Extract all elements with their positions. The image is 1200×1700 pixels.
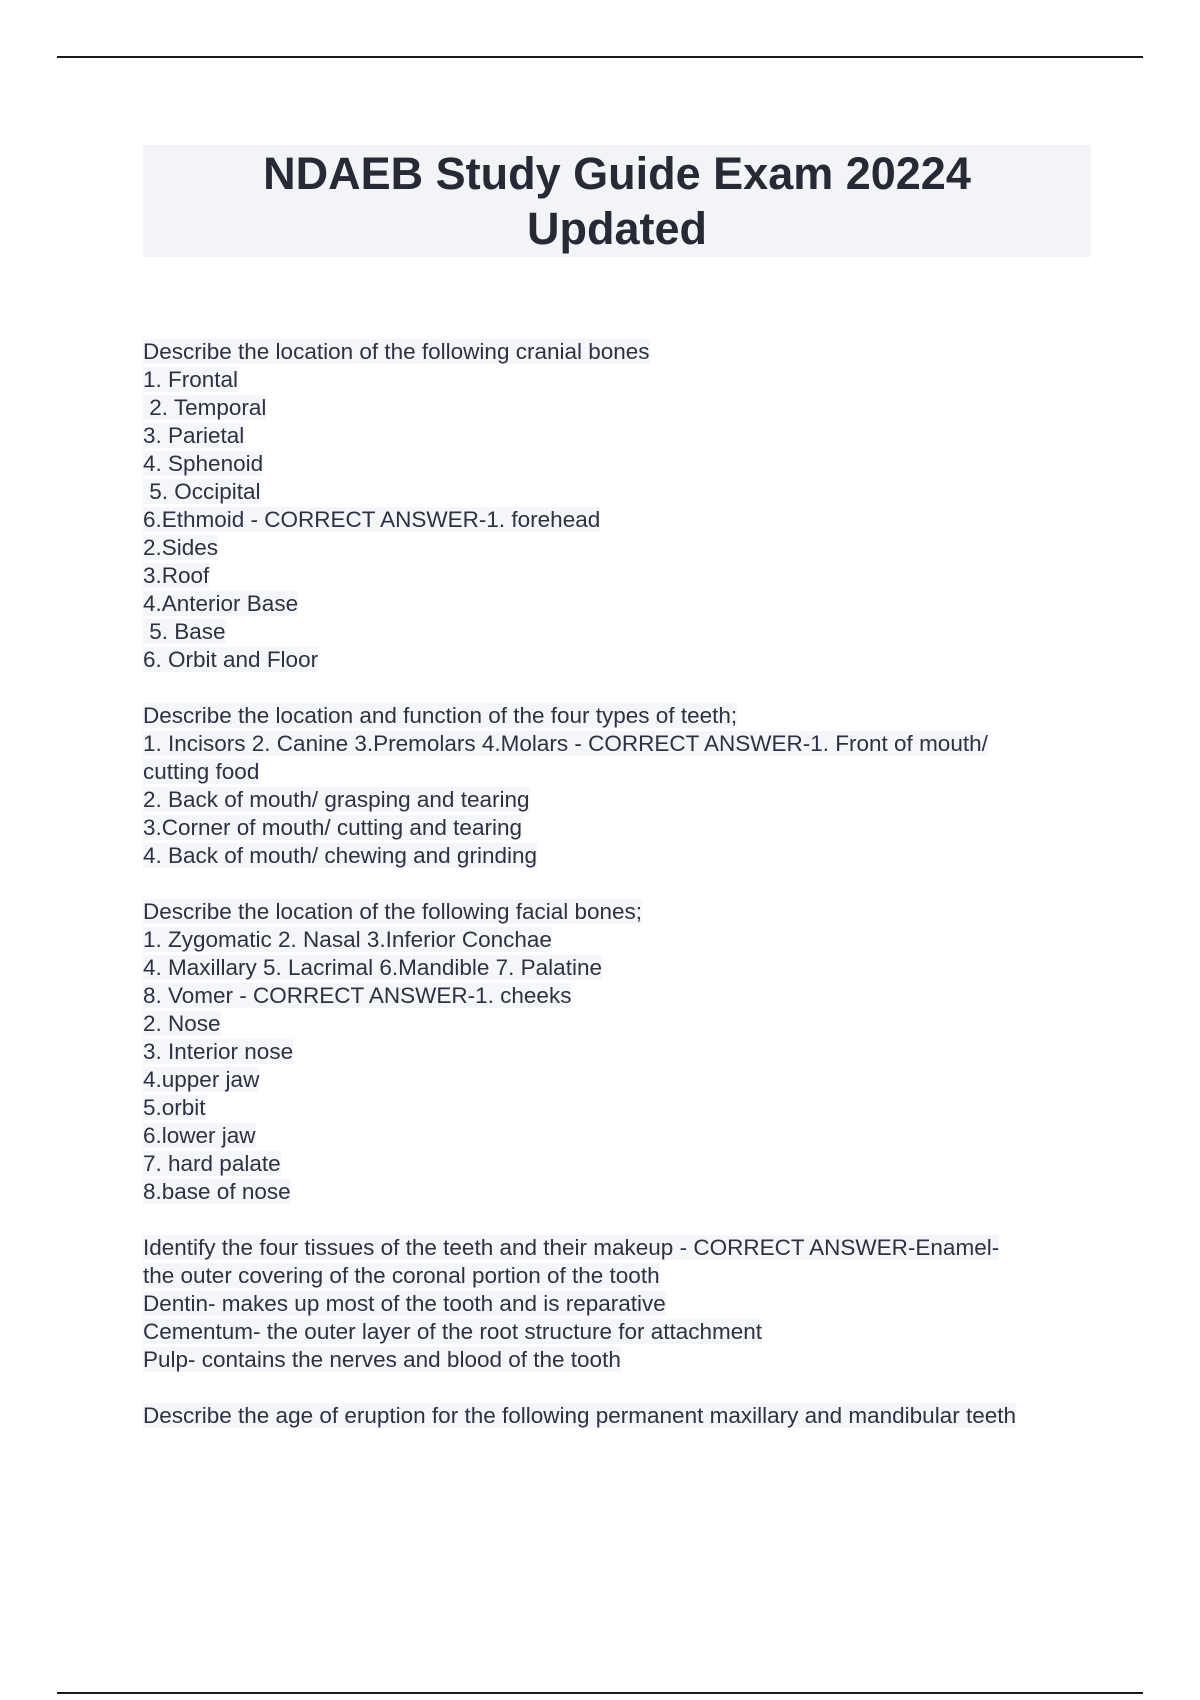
text-line: Describe the location of the following cranial bones <box>143 339 650 364</box>
text-line: 5.orbit <box>143 1095 206 1120</box>
document-title <box>143 145 1091 257</box>
text-line: 1. Frontal <box>143 367 239 392</box>
text-line: 5. Base <box>143 619 226 644</box>
text-line: 2. Nose <box>143 1011 221 1036</box>
text-line: the outer covering of the coronal portion of the tooth <box>143 1263 660 1288</box>
text-line: 2. Back of mouth/ grasping and tearing <box>143 787 530 812</box>
title-line-2: Updated <box>527 203 707 254</box>
text-line: Describe the location of the following facial bones; <box>143 899 643 924</box>
text-line: 5. Occipital <box>143 479 261 504</box>
text-line: Pulp- contains the nerves and blood of the tooth <box>143 1347 621 1372</box>
text-line: 7. hard palate <box>143 1151 281 1176</box>
text-line: Describe the age of eruption for the following permanent maxillary and mandibular teeth <box>143 1403 1016 1428</box>
text-line: 3. Interior nose <box>143 1039 294 1064</box>
text-line: 2.Sides <box>143 535 219 560</box>
text-line: 4.Anterior Base <box>143 591 299 616</box>
text-line: 1. Zygomatic 2. Nasal 3.Inferior Conchae <box>143 927 552 952</box>
text-line: Identify the four tissues of the teeth and their makeup - CORRECT ANSWER-Enamel- <box>143 1235 1000 1260</box>
text-line: Describe the location and function of the four types of teeth; <box>143 703 738 728</box>
text-line: 4. Maxillary 5. Lacrimal 6.Mandible 7. Palatine <box>143 955 602 980</box>
text-line: 4. Sphenoid <box>143 451 264 476</box>
text-line: Dentin- makes up most of the tooth and is reparative <box>143 1291 666 1316</box>
footer-rule <box>57 1692 1143 1694</box>
qa-cranial-bones <box>143 338 1103 674</box>
text-line: 4.upper jaw <box>143 1067 260 1092</box>
text-line: 1. Incisors 2. Canine 3.Premolars 4.Molars - CORRECT ANSWER-1. Front of mouth/ <box>143 731 988 756</box>
document-body <box>143 338 1103 1458</box>
text-line: 4. Back of mouth/ chewing and grinding <box>143 843 537 868</box>
qa-tooth-tissues <box>143 1234 1103 1374</box>
text-line: 6. Orbit and Floor <box>143 647 319 672</box>
text-line: Cementum- the outer layer of the root structure for attachment <box>143 1319 763 1344</box>
text-line: 8.base of nose <box>143 1179 291 1204</box>
text-line: 2. Temporal <box>143 395 267 420</box>
text-line: 8. Vomer - CORRECT ANSWER-1. cheeks <box>143 983 572 1008</box>
title-line-1: NDAEB Study Guide Exam 20224 <box>263 148 971 199</box>
qa-facial-bones <box>143 898 1103 1206</box>
text-line: 3. Parietal <box>143 423 245 448</box>
qa-teeth-types <box>143 702 1103 870</box>
qa-eruption-age <box>143 1402 1103 1430</box>
text-line: 3.Corner of mouth/ cutting and tearing <box>143 815 522 840</box>
text-line: 6.Ethmoid - CORRECT ANSWER-1. forehead <box>143 507 601 532</box>
text-line: cutting food <box>143 759 260 784</box>
text-line: 3.Roof <box>143 563 210 588</box>
text-line: 6.lower jaw <box>143 1123 256 1148</box>
header-rule <box>57 56 1143 58</box>
